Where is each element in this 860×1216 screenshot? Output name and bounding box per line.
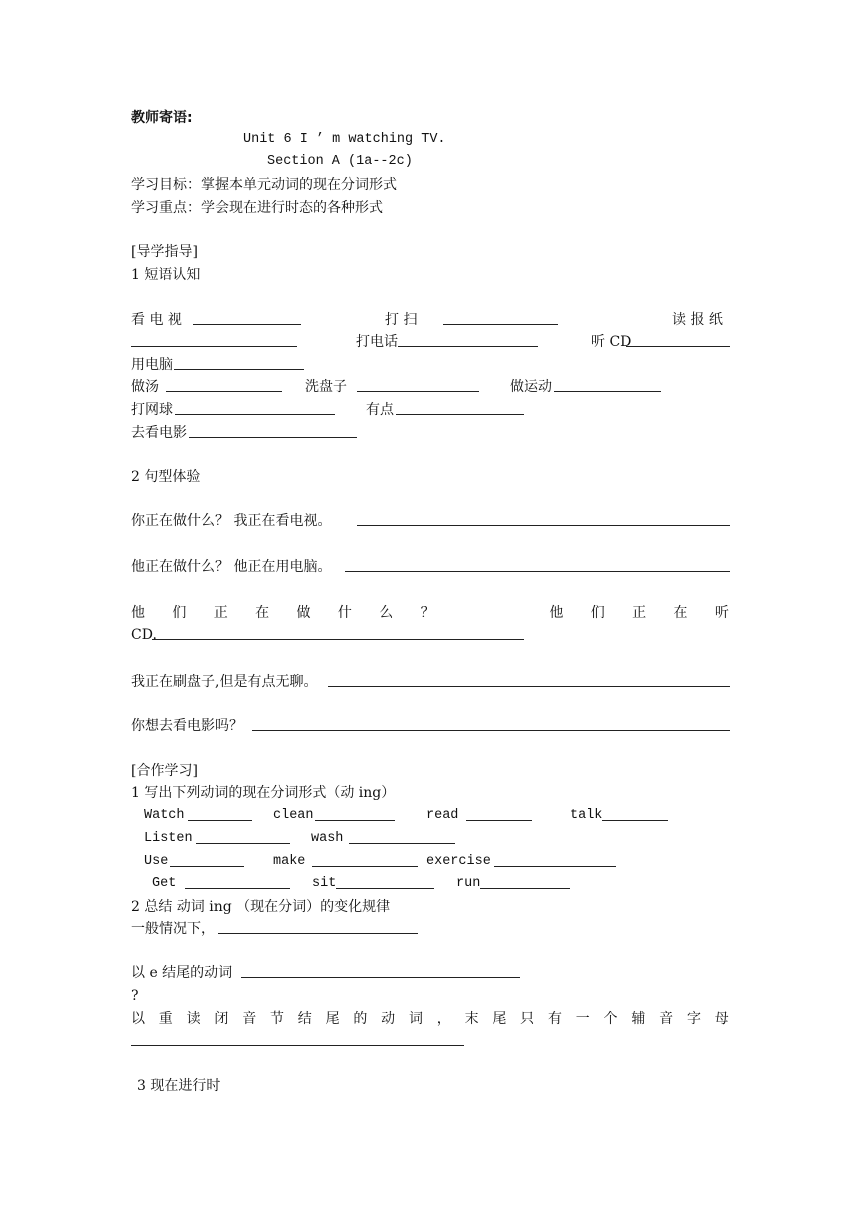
rule-char: 以 [131,1011,145,1027]
learning-goal: 学习目标：掌握本单元动词的现在分词形式 [131,177,397,193]
rule-char: 一 [575,1011,590,1027]
rule-char: 闭 [214,1011,229,1027]
task-3-title: 3 现在进行时 [137,1078,221,1094]
verb-make: make [273,854,306,869]
rule-char: 尾 [325,1011,340,1027]
answer-blank[interactable] [466,806,532,821]
rule-char: 个 [603,1011,618,1027]
guide-heading: [导学指导] [131,244,198,260]
sentences-title: 2 句型体验 [131,469,201,485]
phrase-sweep: 打 扫 [385,312,418,328]
verb-read: read [426,808,459,823]
s3-char: 正 [213,605,228,621]
rule-char: 的 [353,1011,368,1027]
phrases-title: 1 短语认知 [131,267,201,283]
answer-blank[interactable] [336,874,434,889]
verb-run: run [456,876,481,891]
s3-char: 正 [632,605,647,621]
sentence-5: 你想去看电影吗？ [131,718,243,734]
rule-char: ， [436,1011,451,1027]
answer-blank[interactable] [185,874,290,889]
s3-char: 什 [337,605,352,621]
rule-char: 辅 [631,1011,646,1027]
verb-wash: wash [311,831,344,846]
s3-char: 们 [172,605,187,621]
rule-closed-syllable [131,1009,729,1029]
verb-get: Get [152,876,177,891]
phrase-soup: 做汤 [131,379,159,395]
s3-char: 听 [714,605,729,621]
s3-char: 在 [673,605,688,621]
s3-char: 们 [590,605,605,621]
answer-blank[interactable] [626,332,730,347]
answer-blank[interactable] [315,806,395,821]
rule-e-ending: 以 e 结尾的动词 [131,965,233,981]
rule-char: 节 [269,1011,284,1027]
phrase-tennis: 打网球 [131,402,173,418]
rule-char: 母 [714,1011,729,1027]
task-1-title: 1 写出下列动词的现在分词形式（动 ing） [131,785,396,801]
answer-blank[interactable] [193,310,301,325]
answer-blank[interactable] [554,377,661,392]
answer-blank[interactable] [174,355,304,370]
s3-char: 在 [255,605,270,621]
rule-char: 读 [186,1011,201,1027]
verb-sit: sit [312,876,337,891]
rule-char: 末 [464,1011,479,1027]
answer-blank[interactable] [166,377,282,392]
rule-char: 音 [242,1011,257,1027]
rule-char: 结 [297,1011,312,1027]
coop-heading: [合作学习] [131,763,198,779]
verb-watch: Watch [144,808,185,823]
phrase-watch-tv: 看 电 视 [131,312,182,328]
section-title: Section A (1a--2c) [267,154,413,169]
question-mark: ? [131,988,139,1004]
answer-blank[interactable] [357,377,479,392]
answer-blank[interactable] [345,557,730,572]
rule-char: 只 [520,1011,535,1027]
answer-blank[interactable] [396,400,524,415]
learning-focus: 学习重点：学会现在进行时态的各种形式 [131,200,383,216]
sentence-3 [131,603,729,623]
phrase-computer: 用电脑 [131,357,173,373]
answer-blank[interactable] [196,829,290,844]
rule-char: 词 [408,1011,423,1027]
verb-listen: Listen [144,831,193,846]
answer-blank[interactable] [349,829,455,844]
rule-general: 一般情况下， [131,921,215,937]
answer-blank[interactable] [218,919,418,934]
rule-char: 有 [547,1011,562,1027]
verb-clean: clean [273,808,314,823]
answer-blank[interactable] [480,874,570,889]
answer-blank[interactable] [175,400,335,415]
answer-blank[interactable] [252,716,730,731]
s3-char: 他 [549,605,564,621]
rule-char: 音 [659,1011,674,1027]
rule-char: 动 [381,1011,396,1027]
verb-use: Use [144,854,169,869]
sentence-3-tail: CD. [131,627,157,643]
unit-title: Unit 6 I ’ m watching TV. [243,132,446,147]
sentence-2: 他正在做什么？ 他正在用电脑。 [131,559,332,575]
answer-blank[interactable] [443,310,558,325]
s3-char: 他 [131,605,145,621]
answer-blank[interactable] [152,625,524,640]
sentence-4: 我正在刷盘子,但是有点无聊。 [131,674,318,690]
rule-char: 尾 [492,1011,507,1027]
phrase-phone: 打电话 [356,334,398,350]
answer-blank[interactable] [189,423,357,438]
verb-talk: talk [570,808,603,823]
rule-char: 字 [686,1011,701,1027]
answer-blank[interactable] [131,332,297,347]
sentence-1: 你正在做什么？ 我正在看电视。 [131,513,332,529]
answer-blank[interactable] [357,511,730,526]
answer-blank[interactable] [494,852,616,867]
answer-blank[interactable] [131,1031,464,1046]
answer-blank[interactable] [398,332,538,347]
answer-blank[interactable] [170,852,244,867]
phrase-dishes: 洗盘子 [305,379,347,395]
s3-char: ？ [420,605,435,621]
s3-char: 做 [296,605,311,621]
phrase-read-paper: 读 报 纸 [672,312,723,328]
verb-exercise: exercise [426,854,491,869]
rule-char: 重 [158,1011,173,1027]
phrase-kind-of: 有点 [366,402,394,418]
answer-blank[interactable] [312,852,418,867]
teacher-note: 教师寄语: [131,110,193,126]
answer-blank[interactable] [241,963,520,978]
phrase-exercise: 做运动 [510,379,552,395]
task-2-title: 2 总结 动词 ing （现在分词）的变化规律 [131,899,391,915]
phrase-listen-cd: 听 CD [591,334,632,350]
s3-char: 么 [379,605,394,621]
answer-blank[interactable] [188,806,252,821]
answer-blank[interactable] [328,672,730,687]
phrase-movie: 去看电影 [131,425,187,441]
answer-blank[interactable] [602,806,668,821]
